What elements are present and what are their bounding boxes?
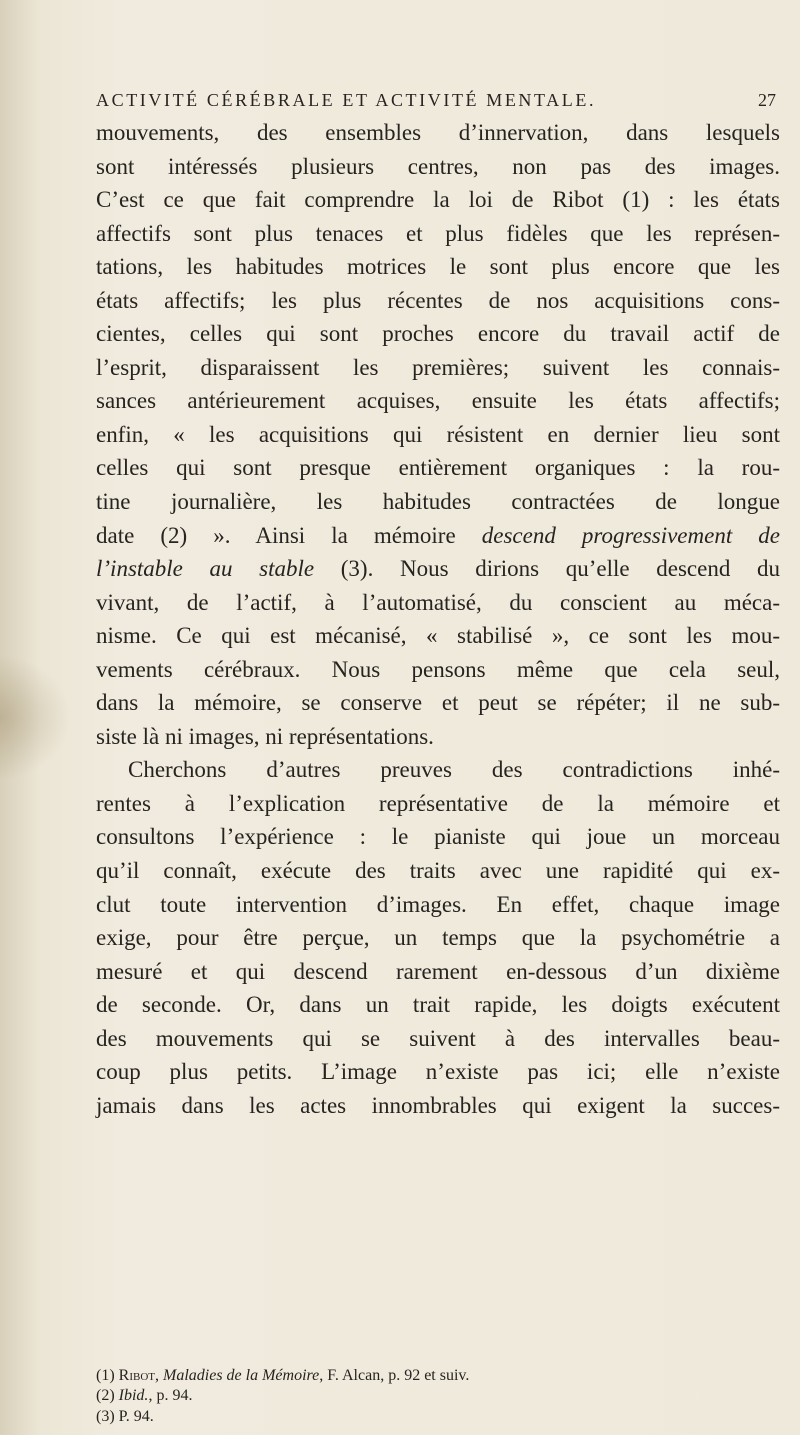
footnote-text: , p. 94. [148, 1387, 193, 1405]
text-line: tine journalière, les habitudes contractées de longue [96, 489, 780, 515]
paragraph-start-line: Cherchons d’autres preuves des contradictions inhé- [128, 757, 780, 783]
running-title: ACTIVITÉ CÉRÉBRALE ET ACTIVITÉ MENTALE. [96, 90, 597, 110]
text-segment: (3). Nous dirions qu’elle descend du [314, 556, 780, 582]
body-text [96, 116, 780, 1122]
footnote-marker: (1) [96, 1367, 119, 1384]
text-line: vements cérébraux. Nous pensons même que cela seul, [96, 656, 780, 682]
text-line: mouvements, des ensembles d’innervation, dans lesquels [96, 120, 780, 145]
text-line: sances antérieurement acquises, ensuite les états affectifs; [96, 388, 780, 414]
text-line: des mouvements qui se suivent à des intervalles beau- [96, 1025, 780, 1051]
text-line: siste là ni images, ni représentations. [96, 723, 434, 749]
footnote-separator: , [155, 1367, 163, 1384]
text-line: C’est ce que fait comprendre la loi de Ribot (1) : les états [96, 187, 780, 213]
page-number: 27 [758, 90, 776, 110]
text-line: nisme. Ce qui est mécanisé, « stabilisé », ce sont les mou- [96, 623, 780, 649]
text-line: affectifs sont plus tenaces et plus fidèles que les représen- [96, 220, 780, 246]
text-line: états affectifs; les plus récentes de nos acquisitions cons- [96, 287, 780, 313]
footnote-author: Ribot [118, 1367, 155, 1384]
text-line: enfin, « les acquisitions qui résistent en dernier lieu sont [96, 421, 780, 447]
footnotes [96, 1366, 780, 1427]
footnote-3: (3) P. 94. [96, 1407, 154, 1425]
footnote-title: Maladies de la Mémoire [163, 1367, 320, 1384]
text-line: consultons l’expérience : le pianiste qui joue un morceau [96, 824, 780, 850]
text-line: tations, les habitudes motrices le sont plus encore que les [96, 254, 780, 280]
text-line: jamais dans les actes innombrables qui exigent la succes- [96, 1092, 780, 1118]
footnote-ibid: Ibid. [118, 1387, 149, 1405]
text-line: vivant, de l’actif, à l’automatisé, du conscient au méca- [96, 589, 780, 615]
footnote-text: , F. Alcan, p. 92 et suiv. [319, 1367, 470, 1384]
running-header [96, 90, 776, 111]
text-line: rentes à l’explication représentative de la mémoire et [96, 790, 780, 816]
text-line: coup plus petits. L’image n’existe pas ici; elle n’existe [96, 1059, 780, 1085]
text-line: mesuré et qui descend rarement en-dessous d’un dixième [96, 958, 780, 984]
text-line: cientes, celles qui sont proches encore du travail actif de [96, 321, 780, 347]
text-line-with-italic [96, 519, 780, 553]
footnote-1 [96, 1366, 780, 1386]
text-line: qu’il connaît, exécute des traits avec une rapidité qui ex- [96, 858, 780, 884]
text-line: de seconde. Or, dans un trait rapide, les doigts exécutent [96, 992, 780, 1018]
footnote-marker: (2) [96, 1387, 119, 1405]
text-line: celles qui sont presque entièrement organiques : la rou- [96, 455, 780, 481]
text-line: clut toute intervention d’images. En effet, chaque image [96, 891, 780, 917]
italic-phrase: descend progressivement de [481, 522, 781, 548]
text-line: sont intéressés plusieurs centres, non pas des images. [96, 153, 780, 179]
text-line-with-italic [96, 552, 780, 586]
footnote-2 [96, 1386, 780, 1406]
text-line: l’esprit, disparaissent les premières; suivent les connais- [96, 354, 780, 380]
text-line: exige, pour être perçue, un temps que la psychométrie a [96, 925, 780, 951]
text-segment: date (2) ». Ainsi la mémoire [96, 522, 482, 548]
text-line: dans la mémoire, se conserve et peut se répéter; il ne sub- [96, 690, 780, 716]
italic-phrase: l’instable au stable [96, 556, 315, 582]
